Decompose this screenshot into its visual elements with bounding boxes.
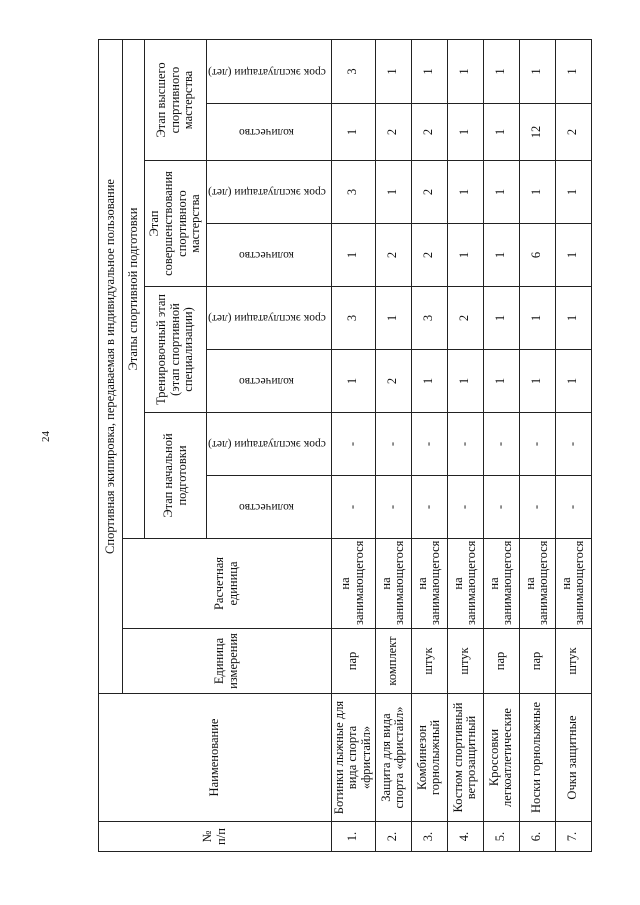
row-number: 7.: [555, 822, 591, 852]
page-number: 24: [40, 431, 52, 442]
row-quantity: 2: [375, 350, 411, 413]
row-term: 1: [447, 161, 483, 224]
row-term: 1: [483, 40, 519, 104]
row-quantity: 2: [411, 104, 447, 161]
header-term-label: срок эксплуатации (лет): [208, 65, 326, 78]
header-num: № п/п: [99, 822, 332, 852]
header-term-label: срок эксплуатации (лет): [208, 312, 326, 325]
row-name: Комбинезон горнолыжный: [411, 694, 447, 822]
row-name: Очки защитные: [555, 694, 591, 822]
row-quantity: -: [555, 476, 591, 539]
row-unit: пар: [483, 629, 519, 694]
row-term: 2: [447, 287, 483, 350]
row-number: 1.: [331, 822, 375, 852]
header-qty-label: количество: [239, 375, 295, 388]
header-term-label: срок эксплуатации (лет): [208, 186, 326, 199]
row-number: 2.: [375, 822, 411, 852]
row-quantity: 1: [483, 224, 519, 287]
row-term: 3: [331, 287, 375, 350]
row-term: 1: [555, 287, 591, 350]
header-group-title: Спортивная экипировка, передаваемая в индивидуальное пользование: [99, 40, 123, 694]
row-quantity: -: [519, 476, 555, 539]
row-term: 1: [519, 287, 555, 350]
row-term: -: [411, 413, 447, 476]
row-term: 3: [331, 40, 375, 104]
row-name: Кроссовки легкоатлетические: [483, 694, 519, 822]
row-term: 2: [411, 161, 447, 224]
row-term: -: [331, 413, 375, 476]
table-row: [331, 40, 375, 852]
row-calc-unit: на занимающегося: [519, 539, 555, 629]
row-calc-unit: на занимающегося: [447, 539, 483, 629]
row-name: Ботинки лыжные для вида спорта «фристайл»: [331, 694, 375, 822]
row-term: 1: [519, 40, 555, 104]
row-name: Носки горнолыжные: [519, 694, 555, 822]
row-unit: комплект: [375, 629, 411, 694]
header-stage-3: Этап совершенствования спортивного мастерства: [145, 161, 207, 287]
equipment-table: [98, 39, 592, 852]
row-quantity: 1: [555, 224, 591, 287]
row-number: 6.: [519, 822, 555, 852]
row-term: 1: [375, 287, 411, 350]
row-term: 1: [447, 40, 483, 104]
header-stage-4: Этап высшего спортивного мастерства: [145, 40, 207, 161]
row-quantity: -: [483, 476, 519, 539]
row-calc-unit: на занимающегося: [555, 539, 591, 629]
table-row: [519, 40, 555, 852]
header-calc: Расчетная единица: [123, 539, 332, 629]
row-unit: штук: [411, 629, 447, 694]
row-calc-unit: на занимающегося: [331, 539, 375, 629]
row-quantity: -: [331, 476, 375, 539]
header-stages-title: Этапы спортивной подготовки: [123, 40, 145, 539]
row-term: 1: [375, 161, 411, 224]
table-row: [375, 40, 411, 852]
row-calc-unit: на занимающегося: [483, 539, 519, 629]
row-calc-unit: на занимающегося: [411, 539, 447, 629]
row-number: 5.: [483, 822, 519, 852]
header-term: [207, 287, 332, 350]
row-name: Защита для вида спорта «фристайл»: [375, 694, 411, 822]
row-quantity: 1: [331, 350, 375, 413]
row-term: -: [483, 413, 519, 476]
row-number: 3.: [411, 822, 447, 852]
table-row: [483, 40, 519, 852]
row-term: 3: [331, 161, 375, 224]
row-term: 1: [483, 161, 519, 224]
header-term-label: срок эксплуатации (лет): [208, 438, 326, 451]
table-body: [331, 40, 591, 852]
row-quantity: 2: [375, 224, 411, 287]
header-term: [207, 161, 332, 224]
row-term: 1: [555, 161, 591, 224]
row-quantity: -: [375, 476, 411, 539]
row-quantity: 2: [411, 224, 447, 287]
row-term: 1: [483, 287, 519, 350]
header-term: [207, 40, 332, 104]
row-quantity: -: [411, 476, 447, 539]
header-qty-label: количество: [239, 501, 295, 514]
row-term: 1: [411, 40, 447, 104]
row-term: -: [375, 413, 411, 476]
header-qty: [207, 476, 332, 539]
header-qty-label: количество: [239, 126, 295, 139]
row-quantity: 6: [519, 224, 555, 287]
table-row: [555, 40, 591, 852]
table-caption: [70, 0, 86, 100]
row-unit: пар: [519, 629, 555, 694]
table-row: [447, 40, 483, 852]
header-term: [207, 413, 332, 476]
row-unit: пар: [331, 629, 375, 694]
row-quantity: 1: [331, 104, 375, 161]
row-term: 1: [375, 40, 411, 104]
header-qty: [207, 224, 332, 287]
row-quantity: 2: [375, 104, 411, 161]
rotated-table-container: [98, 40, 587, 852]
header-stage-2: Тренировочный этап (этап спортивной специализации): [145, 287, 207, 413]
row-calc-unit: на занимающегося: [375, 539, 411, 629]
header-qty: [207, 350, 332, 413]
row-quantity: 1: [555, 350, 591, 413]
row-term: -: [555, 413, 591, 476]
row-quantity: 1: [483, 104, 519, 161]
row-term: 3: [411, 287, 447, 350]
header-qty-label: количество: [239, 249, 295, 262]
row-quantity: 1: [447, 224, 483, 287]
row-quantity: 1: [519, 350, 555, 413]
row-quantity: 1: [447, 104, 483, 161]
table-row: [411, 40, 447, 852]
row-term: -: [447, 413, 483, 476]
row-quantity: 1: [411, 350, 447, 413]
row-quantity: 1: [331, 224, 375, 287]
row-unit: штук: [447, 629, 483, 694]
header-name: Наименование: [99, 694, 332, 822]
row-term: 1: [519, 161, 555, 224]
row-quantity: 2: [555, 104, 591, 161]
row-quantity: 12: [519, 104, 555, 161]
row-name: Костюм спортивный ветрозащитный: [447, 694, 483, 822]
row-quantity: -: [447, 476, 483, 539]
header-qty: [207, 104, 332, 161]
header-stage-1: Этап начальной подготовки: [145, 413, 207, 539]
row-term: -: [519, 413, 555, 476]
header-unit: Единица измерения: [123, 629, 332, 694]
row-unit: штук: [555, 629, 591, 694]
row-term: 1: [555, 40, 591, 104]
row-quantity: 1: [483, 350, 519, 413]
row-number: 4.: [447, 822, 483, 852]
row-quantity: 1: [447, 350, 483, 413]
